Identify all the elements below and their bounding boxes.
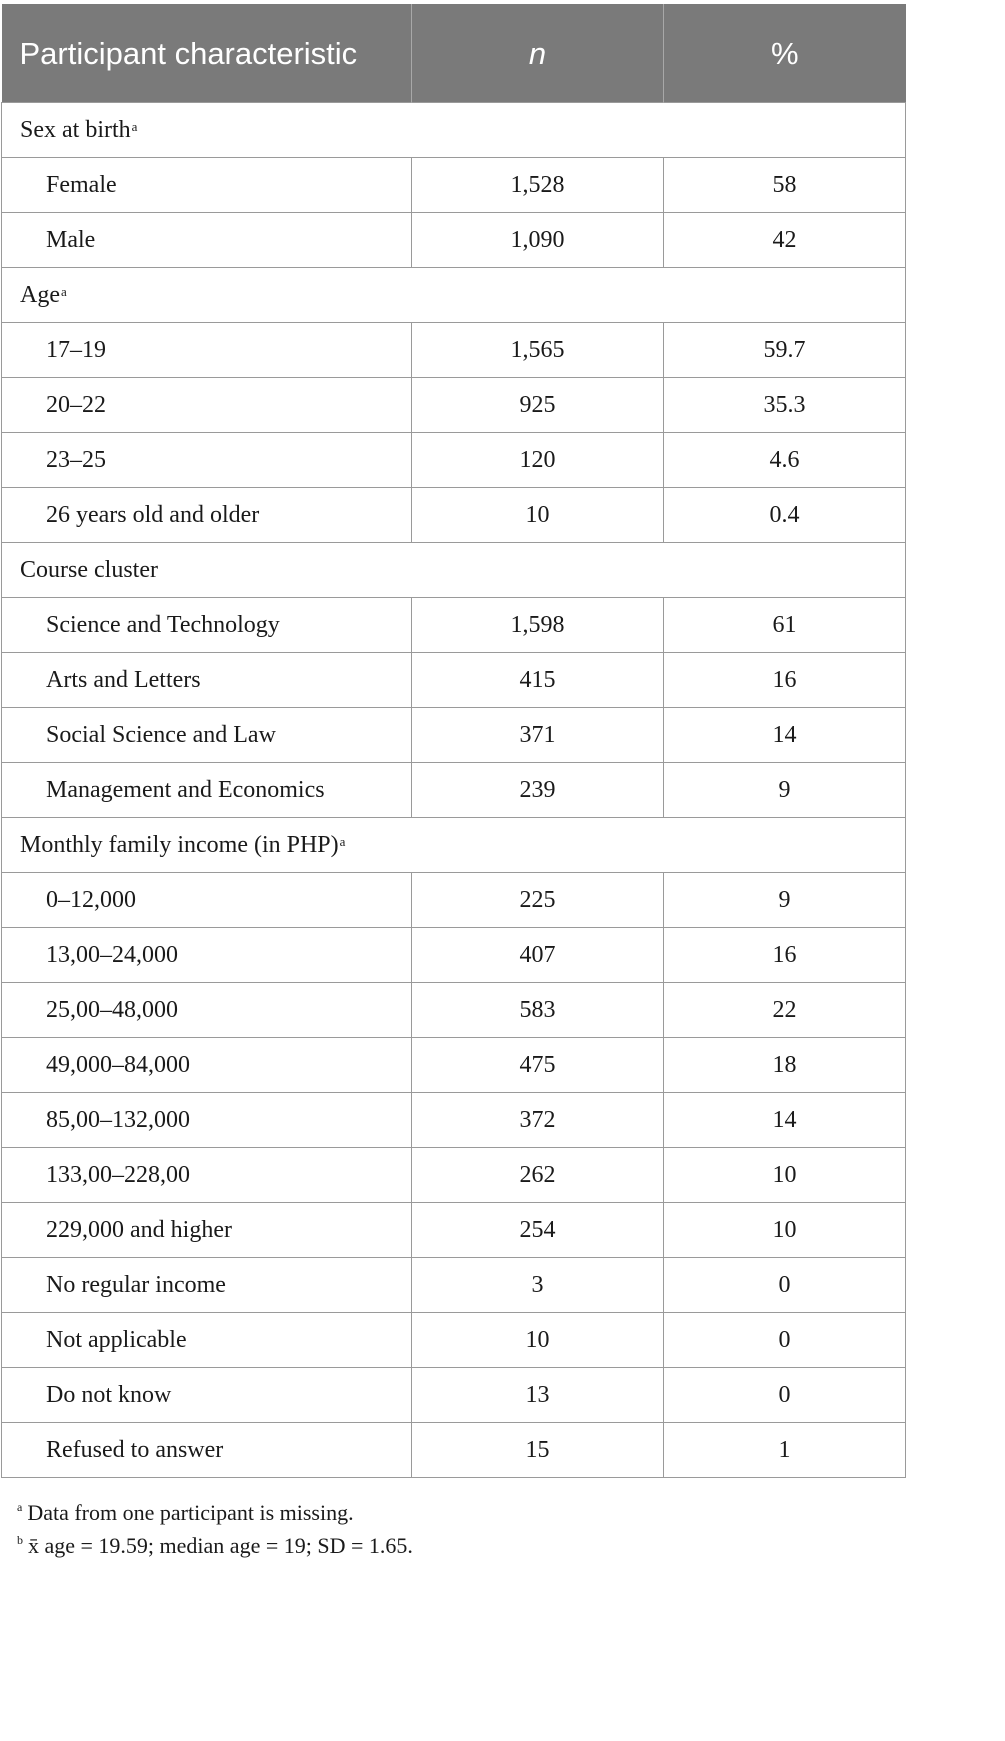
footnote-marker: a — [60, 283, 67, 299]
row-percent: 0.4 — [664, 488, 906, 543]
table-row — [2, 378, 906, 433]
table-row — [2, 873, 906, 928]
row-percent: 10 — [664, 1148, 906, 1203]
row-percent: 0 — [664, 1368, 906, 1423]
row-n: 15 — [412, 1423, 664, 1478]
table-row — [2, 653, 906, 708]
row-percent: 59.7 — [664, 323, 906, 378]
table-row — [2, 708, 906, 763]
row-percent: 14 — [664, 1093, 906, 1148]
row-percent: 18 — [664, 1038, 906, 1093]
table-row — [2, 983, 906, 1038]
row-n: 120 — [412, 433, 664, 488]
row-n: 3 — [412, 1258, 664, 1313]
group-row — [2, 103, 906, 158]
row-label: Science and Technology — [2, 598, 412, 653]
row-label: Not applicable — [2, 1313, 412, 1368]
row-n: 262 — [412, 1148, 664, 1203]
header-participant-characteristic: Participant characteristic — [2, 4, 412, 103]
row-percent: 9 — [664, 873, 906, 928]
row-percent: 0 — [664, 1258, 906, 1313]
row-percent: 9 — [664, 763, 906, 818]
row-percent: 16 — [664, 928, 906, 983]
header-n: n — [412, 4, 664, 103]
row-percent: 14 — [664, 708, 906, 763]
row-n: 1,528 — [412, 158, 664, 213]
row-label: Female — [2, 158, 412, 213]
row-n: 239 — [412, 763, 664, 818]
row-label: Refused to answer — [2, 1423, 412, 1478]
footnote-a — [17, 1500, 354, 1526]
group-row — [2, 818, 906, 873]
footnote-text: Data from one participant is missing. — [27, 1500, 354, 1525]
row-label: 20–22 — [2, 378, 412, 433]
row-percent: 4.6 — [664, 433, 906, 488]
row-label: 85,00–132,000 — [2, 1093, 412, 1148]
row-percent: 16 — [664, 653, 906, 708]
row-label: Management and Economics — [2, 763, 412, 818]
row-percent: 35.3 — [664, 378, 906, 433]
table-row — [2, 1313, 906, 1368]
table-row — [2, 1368, 906, 1423]
row-label: Male — [2, 213, 412, 268]
row-label: 17–19 — [2, 323, 412, 378]
row-percent: 22 — [664, 983, 906, 1038]
table-row — [2, 1423, 906, 1478]
group-header — [2, 543, 906, 598]
row-n: 583 — [412, 983, 664, 1038]
row-label: 25,00–48,000 — [2, 983, 412, 1038]
row-n: 225 — [412, 873, 664, 928]
table-row — [2, 1093, 906, 1148]
row-n: 10 — [412, 488, 664, 543]
row-percent: 42 — [664, 213, 906, 268]
row-n: 925 — [412, 378, 664, 433]
row-n: 1,598 — [412, 598, 664, 653]
row-n: 1,090 — [412, 213, 664, 268]
footnote-marker: b — [17, 1533, 23, 1547]
header-percent: % — [664, 4, 906, 103]
group-header — [2, 268, 906, 323]
table-row — [2, 598, 906, 653]
row-n: 415 — [412, 653, 664, 708]
table-row — [2, 213, 906, 268]
row-n: 1,565 — [412, 323, 664, 378]
row-percent: 61 — [664, 598, 906, 653]
group-header — [2, 103, 906, 158]
row-label: Do not know — [2, 1368, 412, 1423]
row-n: 254 — [412, 1203, 664, 1258]
row-label: Arts and Letters — [2, 653, 412, 708]
row-percent: 0 — [664, 1313, 906, 1368]
group-title: Age — [20, 281, 60, 308]
group-row — [2, 268, 906, 323]
table-row — [2, 1258, 906, 1313]
table-row — [2, 433, 906, 488]
row-percent: 1 — [664, 1423, 906, 1478]
row-n: 371 — [412, 708, 664, 763]
table-row — [2, 1038, 906, 1093]
row-n: 475 — [412, 1038, 664, 1093]
table-row — [2, 323, 906, 378]
group-title: Course cluster — [20, 556, 158, 583]
row-n: 10 — [412, 1313, 664, 1368]
row-n: 13 — [412, 1368, 664, 1423]
row-label: 49,000–84,000 — [2, 1038, 412, 1093]
table-row — [2, 488, 906, 543]
footnote-marker: a — [131, 118, 138, 134]
row-n: 407 — [412, 928, 664, 983]
footnote-b — [17, 1533, 413, 1559]
row-label: 0–12,000 — [2, 873, 412, 928]
table-row — [2, 928, 906, 983]
table-row — [2, 763, 906, 818]
table-body — [2, 103, 906, 1478]
row-label: 26 years old and older — [2, 488, 412, 543]
row-label: 23–25 — [2, 433, 412, 488]
table-row — [2, 1148, 906, 1203]
row-percent: 58 — [664, 158, 906, 213]
row-percent: 10 — [664, 1203, 906, 1258]
row-label: 13,00–24,000 — [2, 928, 412, 983]
demographics-table — [1, 4, 906, 1478]
group-title: Monthly family income (in PHP) — [20, 831, 339, 858]
table-header-row — [2, 4, 906, 103]
row-label: No regular income — [2, 1258, 412, 1313]
row-label: 133,00–228,00 — [2, 1148, 412, 1203]
row-label: 229,000 and higher — [2, 1203, 412, 1258]
group-header — [2, 818, 906, 873]
footnote-marker: a — [17, 1500, 23, 1514]
footnote-marker: a — [339, 833, 346, 849]
table-row — [2, 1203, 906, 1258]
footnote-text: x̄ age = 19.59; median age = 19; SD = 1.65. — [28, 1533, 413, 1558]
group-title: Sex at birth — [20, 116, 131, 143]
table-row — [2, 158, 906, 213]
row-n: 372 — [412, 1093, 664, 1148]
demographics-table-container — [1, 4, 905, 1478]
row-label: Social Science and Law — [2, 708, 412, 763]
group-row — [2, 543, 906, 598]
